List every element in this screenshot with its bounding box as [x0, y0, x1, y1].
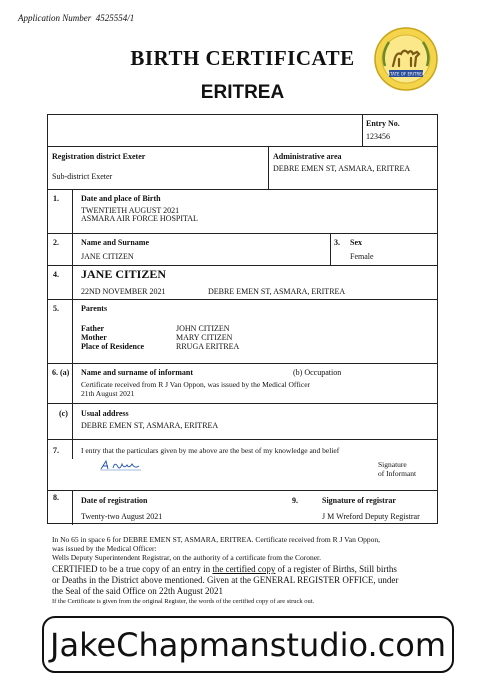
certified-line-1: CERTIFIED to be a true copy of an entry in the certified copy of a register of Births, Still births	[52, 564, 397, 574]
eritrea-emblem-icon	[373, 26, 439, 92]
sub-district: Sub-district Exeter	[52, 172, 113, 181]
section-6c-number: (c)	[59, 409, 68, 418]
residence-label: Place of Residence	[81, 342, 145, 351]
parents-label: Parents	[81, 304, 108, 313]
footnote-line-3: Wells Deputy Superintendent Registrar, on the authority of a certificate from the Coroner.	[52, 553, 322, 562]
informant-signature	[98, 458, 143, 472]
section-6a-number: 6. (a)	[52, 368, 70, 377]
informant-label: Name and surname of informant	[81, 368, 193, 377]
mother-name: MARY CITIZEN	[176, 333, 233, 342]
registration-date-value: Twenty-two August 2021	[81, 512, 163, 521]
section-1-number: 1.	[53, 194, 59, 203]
registered-date: 22ND NOVEMBER 2021	[81, 287, 166, 296]
application-number-value: 4525554/1	[95, 13, 135, 23]
certificate-form	[47, 114, 438, 524]
footnote-line-2: was issued by the Medical Officer:	[52, 544, 157, 553]
father-label: Father	[81, 324, 105, 333]
registration-date-label: Date of registration	[81, 496, 148, 505]
residence-value: RRUGA ERITREA	[176, 342, 240, 351]
seal-text: STATE OF ERITREA	[387, 71, 425, 77]
signature-label-1: Signature	[378, 460, 407, 469]
declaration-text: I entry that the particulars given by me above are the best of my knowledge and belief	[81, 446, 340, 455]
informant-line-2: 21th August 2021	[81, 389, 135, 398]
application-number	[18, 13, 134, 23]
administrative-area-label: Administrative area	[273, 152, 342, 161]
certified-line-2: or Deaths in the District above mentioned. Given at the GENERAL REGISTER OFFICE, under	[52, 575, 399, 585]
section-7-number: 7.	[53, 446, 59, 455]
section-3-number: 3.	[334, 238, 340, 247]
usual-address-label: Usual address	[81, 409, 129, 418]
child-name: JANE CITIZEN	[81, 252, 134, 261]
sex-label: Sex	[350, 238, 362, 247]
section-9-number: 9.	[292, 496, 298, 505]
signature-label-2: of Informant	[378, 469, 417, 478]
mother-label: Mother	[81, 333, 107, 342]
registered-name: JANE CITIZEN	[81, 267, 167, 281]
certified-line-3: the Seal of the said Office on 22th August 2021	[52, 586, 224, 596]
watermark-banner: JakeChapmanstudio.com	[42, 616, 454, 673]
occupation-label: (b) Occupation	[293, 368, 342, 377]
application-number-label: Application Number	[18, 13, 92, 23]
birth-date-place-label: Date and place of Birth	[81, 194, 161, 203]
name-surname-label: Name and Surname	[81, 238, 150, 247]
administrative-area-value: DEBRE EMEN ST, ASMARA, ERITREA	[273, 164, 411, 173]
footnote-line-1: In No 65 in space 6 for DEBRE EMEN ST, ASMARA, ERITREA. Certificate received from R J Van Oppon,	[52, 535, 381, 544]
section-4-number: 4.	[53, 270, 59, 279]
usual-address-value: DEBRE EMEN ST, ASMARA, ERITREA	[81, 421, 219, 430]
entry-label: Entry No.	[366, 119, 400, 128]
entry-value: 123456	[366, 132, 390, 141]
father-name: JOHN CITIZEN	[176, 324, 230, 333]
certified-line-4: If the Certificate is given from the original Register, the words of the certified copy of are struck out.	[52, 598, 315, 605]
registrar-signature-value: J M Wreford Deputy Registrar	[322, 512, 420, 521]
birth-place: ASMARA AIR FORCE HOSPITAL	[81, 214, 198, 223]
document-title: BIRTH CERTIFICATE	[130, 46, 355, 70]
sex-value: Female	[350, 252, 374, 261]
section-8-number: 8.	[53, 493, 59, 502]
informant-line-1: Certificate received from R J Van Oppon, was issued by the Medical Officer	[81, 380, 311, 389]
country-name: ERITREA	[200, 82, 285, 103]
section-2-number: 2.	[53, 238, 59, 247]
registration-district: Registration district Exeter	[52, 152, 146, 161]
registered-address: DEBRE EMEN ST, ASMARA, ERITREA	[208, 287, 346, 296]
registrar-signature-label: Signature of registrar	[322, 496, 396, 505]
section-5-number: 5.	[53, 304, 59, 313]
birth-date: TWENTIETH AUGUST 2021	[81, 206, 180, 215]
